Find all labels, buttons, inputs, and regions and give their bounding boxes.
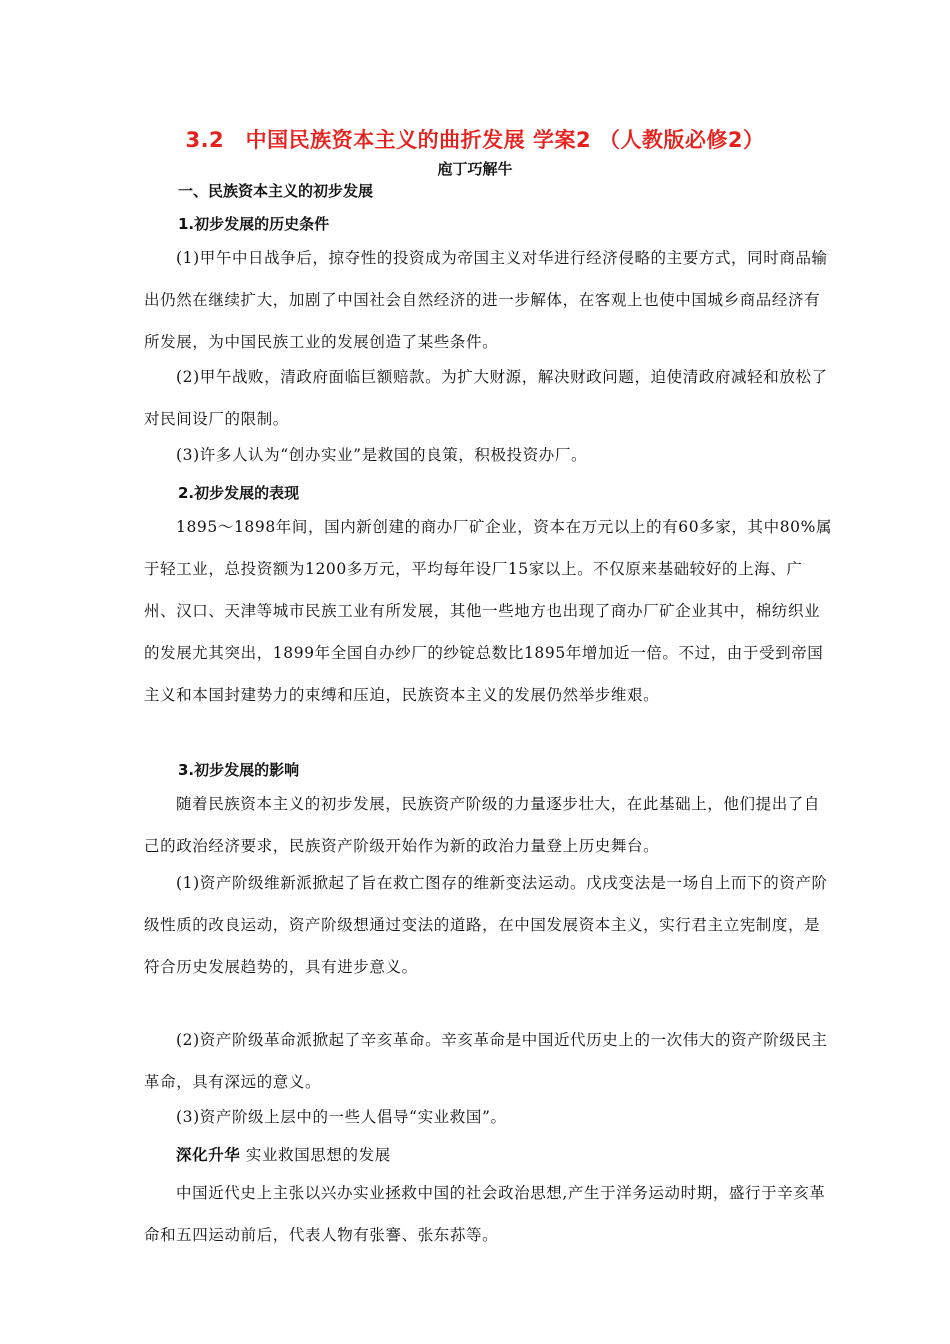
document-title: 3.2 中国民族资本主义的曲折发展 学案2 （人教版必修2） bbox=[185, 128, 765, 152]
deepening-line bbox=[144, 1134, 834, 1176]
subsection-heading: 3.初步发展的影响 bbox=[178, 761, 300, 779]
subsection-heading: 1.初步发展的历史条件 bbox=[178, 215, 330, 233]
paragraph: 中国近代史上主张以兴办实业拯救中国的社会政治思想,产生于洋务运动时期，盛行于辛亥革命和五四运动前后，代表人物有张謇、张东荪等。 bbox=[144, 1184, 826, 1244]
paragraph: (2)资产阶级革命派掀起了辛亥革命。辛亥革命是中国近代历史上的一次伟大的资产阶级民主革命，具有深远的意义。 bbox=[144, 1031, 828, 1091]
section-heading: 一、民族资本主义的初步发展 bbox=[178, 182, 374, 200]
document-subtitle: 庖丁巧解牛 bbox=[437, 160, 513, 178]
paragraph: (1)资产阶级维新派掀起了旨在救亡图存的维新变法运动。戊戌变法是一场自上而下的资产阶级性质的改良运动，资产阶级想通过变法的道路，在中国发展资本主义，实行君主立宪制度，是符合历史发展趋势的，具有进步意义。 bbox=[144, 874, 828, 976]
paragraph: 随着民族资本主义的初步发展，民族资产阶级的力量逐步壮大，在此基础上，他们提出了自己的政治经济要求，民族资产阶级开始作为新的政治力量登上历史舞台。 bbox=[144, 795, 821, 855]
paragraph: (3)资产阶级上层中的一些人倡导“实业救国”。 bbox=[176, 1108, 507, 1126]
subsection-heading: 2.初步发展的表现 bbox=[178, 484, 300, 502]
paragraph: (1)甲午中日战争后，掠夺性的投资成为帝国主义对华进行经济侵略的主要方式，同时商品输出仍然在继续扩大，加剧了中国社会自然经济的进一步解体，在客观上也使中国城乡商品经济有所发展，为中国民族工业的发展创造了某些条件。 bbox=[144, 249, 828, 351]
paragraph: 1895～1898年间，国内新创建的商办厂矿企业，资本在万元以上的有60多家，其中80%属于轻工业，总投资额为1200多万元，平均每年设厂15家以上。不仅原来基础较好的上海、广州、汉口、天津等城市民族工业有所发展，其他一些地方也出现了商办厂矿企业其中，棉纺织业的发展尤其突出，1899年全国自办纱厂的纱锭总数比1895年增加近一倍。不过，由于受到帝国主义和本国封建势力的束缚和压迫，民族资本主义的发展仍然举步维艰。 bbox=[144, 518, 833, 704]
deepening-topic: 实业救国思想的发展 bbox=[240, 1146, 391, 1164]
paragraph: (2)甲午战败，清政府面临巨额赔款。为扩大财源，解决财政问题，迫使清政府减轻和放松了对民间设厂的限制。 bbox=[144, 368, 828, 428]
paragraph: (3)许多人认为“创办实业”是救国的良策，积极投资办厂。 bbox=[176, 446, 588, 464]
deepening-label: 深化升华 bbox=[176, 1146, 241, 1164]
